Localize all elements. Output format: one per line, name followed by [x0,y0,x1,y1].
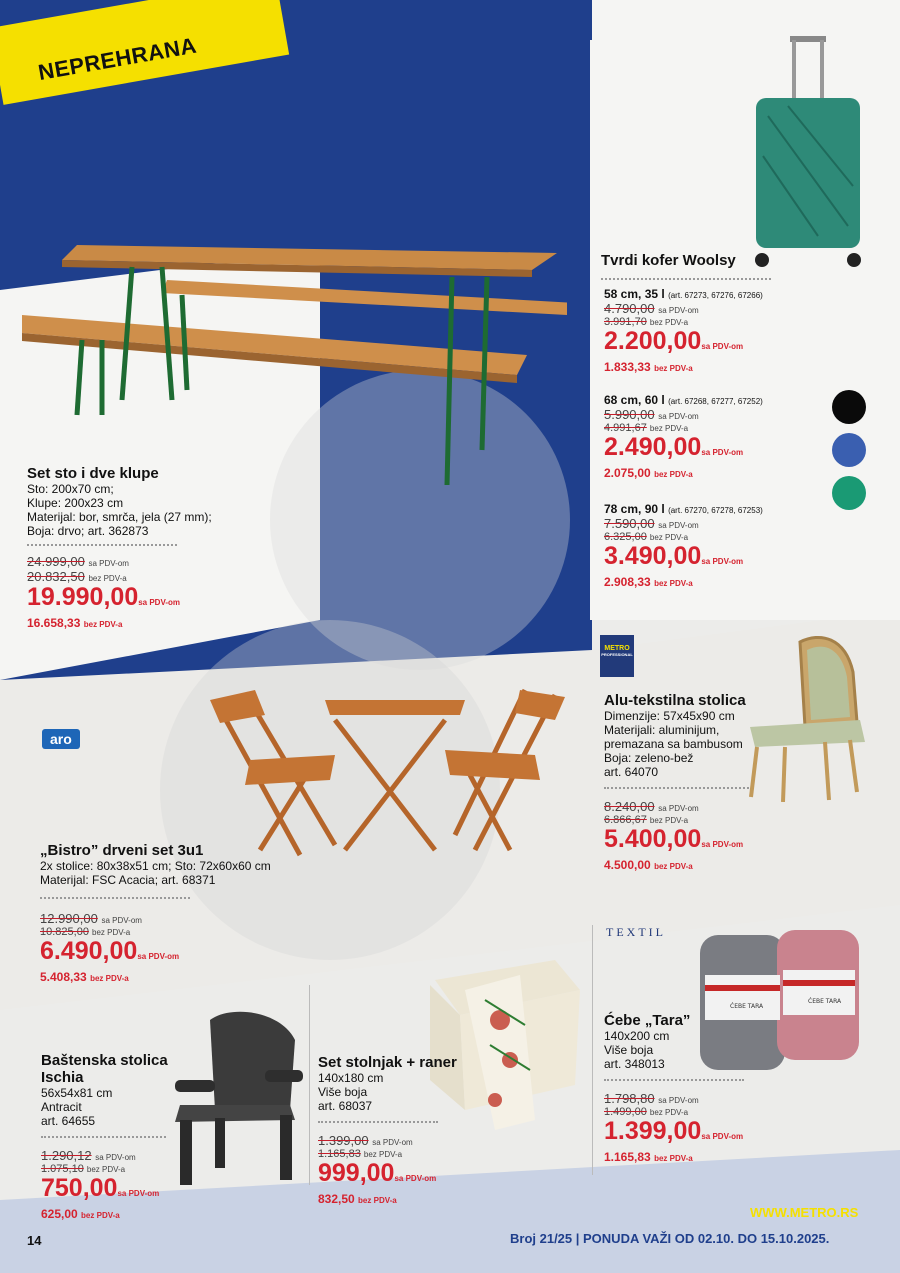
table-set-desc-3: Materijal: bor, smrča, jela (27 mm); [27,510,212,524]
table-set-desc-2: Klupe: 200x23 cm [27,496,124,510]
divider [604,1079,744,1081]
divider [604,787,749,789]
category-label: NEPREHRANA [36,32,199,86]
variant-net: 1.833,33 [604,360,651,374]
ischia-desc-2: Antracit [41,1100,82,1114]
table-set-net: 16.658,33 [27,616,81,630]
ischia-desc-1: 56x54x81 cm [41,1086,113,1100]
alu-chair-old-price: 8.240,00 [604,799,655,814]
table-set-desc-1: Sto: 200x70 cm; [27,482,114,496]
suitcase-title: Tvrdi kofer Woolsy [601,252,736,269]
variant-size: 58 cm, 35 l [604,287,665,301]
bistro-title: „Bistro” drveni set 3u1 [40,842,204,859]
tablecloth-desc-2: Više boja [318,1085,368,1099]
bistro-price: 6.490,00 [40,937,138,965]
bistro-old-net: 10.825,00 [40,926,89,938]
alu-chair-price: 5.400,00 [604,825,702,853]
tablecloth-title: Set stolnjak + raner [318,1054,457,1071]
column-divider [309,985,310,1185]
variant-net: 2.908,33 [604,575,651,589]
blanket-block: Ćebe „Tara” 140x200 cm Više boja art. 348013 1.798,80 sa PDV-om 1.499,00 bez PDV-a 1.399,00sa PDV-om 1.165,83 bez PDV-a [604,1012,804,1164]
divider [318,1121,438,1123]
bistro-desc-1: 2x stolice: 80x38x51 cm; Sto: 72x60x60 cm [40,859,271,873]
variant-old-price: 4.790,00 [604,301,655,316]
tablecloth-old-price: 1.399,00 [318,1133,369,1148]
suitcase-variant: 58 cm, 35 l (art. 67273, 67276, 67266) 4.790,00 sa PDV-om 3.991,70 bez PDV-a 2.200,00sa PDV-om 1.833,33 bez PDV-a [604,287,763,374]
alu-chair-desc-3: premazana sa bambusom [604,737,743,751]
divider [40,897,190,899]
ischia-old-net: 1.075,10 [41,1163,84,1175]
variant-net: 2.075,00 [604,466,651,480]
variant-old-price: 5.990,00 [604,407,655,422]
suitcase-variant: 78 cm, 90 l (art. 67270, 67278, 67253) 7.590,00 sa PDV-om 6.325,00 bez PDV-a 3.490,00sa PDV-om 2.908,33 bez PDV-a [604,502,763,589]
offer-validity: Broj 21/25 | PONUDA VAŽI OD 02.10. DO 15.10.2025. [510,1231,830,1246]
blanket-title: Ćebe „Tara” [604,1012,691,1029]
ischia-title-line-2: Ischia [41,1069,84,1086]
alu-chair-desc-1: Dimenzije: 57x45x90 cm [604,709,735,723]
ischia-old-price: 1.290,12 [41,1148,92,1163]
blanket-band-text: ĆEBE TARA [730,1003,764,1010]
table-set-block: Set sto i dve klupe Sto: 200x70 cm; Klupe: 200x23 cm Materijal: bor, smrča, jela (27 mm); Boja: drvo; art. 362873 24.999,00 sa PDV-om 20.832,50 bez PDV-a 19.990,00sa PDV-om 16.658,33 bez PDV-a [27,465,307,630]
tablecloth-desc-1: 140x180 cm [318,1071,384,1085]
table-set-price: 19.990,00 [27,583,139,611]
alu-chair-desc-4: Boja: zeleno-bež [604,751,694,765]
bistro-net: 5.408,33 [40,970,87,984]
bistro-old-price: 12.990,00 [40,911,98,926]
variant-art: (art. 67273, 67276, 67266) [668,291,763,300]
column-divider [592,925,593,1175]
metro-logo-subtext: PROFESSIONAL [601,652,633,657]
variant-art: (art. 67268, 67277, 67252) [668,397,763,406]
tablecloth-old-net: 1.165,83 [318,1148,361,1160]
divider [601,278,771,280]
color-swatch-black[interactable] [832,390,866,424]
alu-chair-block: Alu-tekstilna stolica Dimenzije: 57x45x90 cm Materijali: aluminijum, premazana sa bambusom Boja: zeleno-bež art. 64070 8.240,00 sa PDV-om 6.866,67 bez PDV-a 5.400,00sa PDV-om 4.500,00 bez PDV-a [604,692,804,872]
tablecloth-price: 999,00 [318,1159,395,1187]
bistro-set-image [205,685,575,860]
suitcase-block [601,252,801,290]
variant-old-net: 6.325,00 [604,531,647,543]
suitcase-image [748,36,868,268]
table-set-old-net: 20.832,50 [27,569,85,584]
color-swatch-green[interactable] [832,476,866,510]
bistro-block: „Bistro” drveni set 3u1 2x stolice: 80x38x51 cm; Sto: 72x60x60 cm Materijal: FSC Acacia; art. 68371 12.990,00 sa PDV-om 10.825,00 bez PDV-a 6.490,00sa PDV-om 5.408,33 bez PDV-a [40,842,340,984]
variant-price: 3.490,00 [604,542,702,570]
blanket-net: 1.165,83 [604,1150,651,1164]
blanket-desc-1: 140x200 cm [604,1029,670,1043]
variant-size: 68 cm, 60 l [604,393,665,407]
tablecloth-block: Set stolnjak + raner 140x180 cm Više boja art. 68037 1.399,00 sa PDV-om 1.165,83 bez PDV-a 999,00sa PDV-om 832,50 bez PDV-a [318,1054,498,1206]
ischia-net: 625,00 [41,1207,78,1221]
variant-price: 2.200,00 [604,327,702,355]
table-set-desc-4: Boja: drvo; art. 362873 [27,524,149,538]
blanket-old-net: 1.499,00 [604,1106,647,1118]
ischia-title-line-1: Baštenska stolica [41,1052,168,1069]
blanket-band-text: ĆEBE TARA [808,998,842,1005]
blanket-price: 1.399,00 [604,1117,702,1145]
alu-chair-old-net: 6.866,67 [604,814,647,826]
ischia-block: Baštenska stolica Ischia 56x54x81 cm Antracit art. 64655 1.290,12 sa PDV-om 1.075,10 bez PDV-a 750,00sa PDV-om 625,00 bez PDV-a [41,1052,221,1221]
table-set-old-price: 24.999,00 [27,554,85,569]
table-set-image [22,215,567,490]
divider [41,1136,166,1138]
blanket-desc-2: Više boja [604,1043,654,1057]
alu-chair-net: 4.500,00 [604,858,651,872]
color-swatch-blue[interactable] [832,433,866,467]
bistro-desc-2: Materijal: FSC Acacia; art. 68371 [40,873,216,887]
metro-logo-text: METRO [604,645,630,652]
variant-price: 2.490,00 [604,433,702,461]
variant-old-net: 4.991,67 [604,422,647,434]
variant-art: (art. 67270, 67278, 67253) [668,506,763,515]
variant-size: 78 cm, 90 l [604,502,665,516]
alu-chair-desc-2: Materijali: aluminijum, [604,723,720,737]
aro-logo: aro [42,729,80,749]
variant-old-price: 7.590,00 [604,516,655,531]
variant-old-net: 3.991,70 [604,316,647,328]
tablecloth-desc-3: art. 68037 [318,1099,373,1113]
ischia-desc-3: art. 64655 [41,1114,96,1128]
table-set-title: Set sto i dve klupe [27,465,159,482]
alu-chair-title: Alu-tekstilna stolica [604,692,746,709]
blanket-desc-3: art. 348013 [604,1057,665,1071]
tablecloth-net: 832,50 [318,1192,355,1206]
metro-professional-logo [600,635,634,677]
ischia-price: 750,00 [41,1174,118,1202]
blanket-old-price: 1.798,80 [604,1091,655,1106]
divider [27,544,177,546]
page-number: 14 [27,1233,42,1248]
textil-logo: TEXTIL [606,925,666,939]
suitcase-variant: 68 cm, 60 l (art. 67268, 67277, 67252) 5.990,00 sa PDV-om 4.991,67 bez PDV-a 2.490,00sa PDV-om 2.075,00 bez PDV-a [604,393,763,480]
alu-chair-desc-5: art. 64070 [604,765,659,779]
website-link[interactable]: WWW.METRO.RS [750,1205,859,1220]
